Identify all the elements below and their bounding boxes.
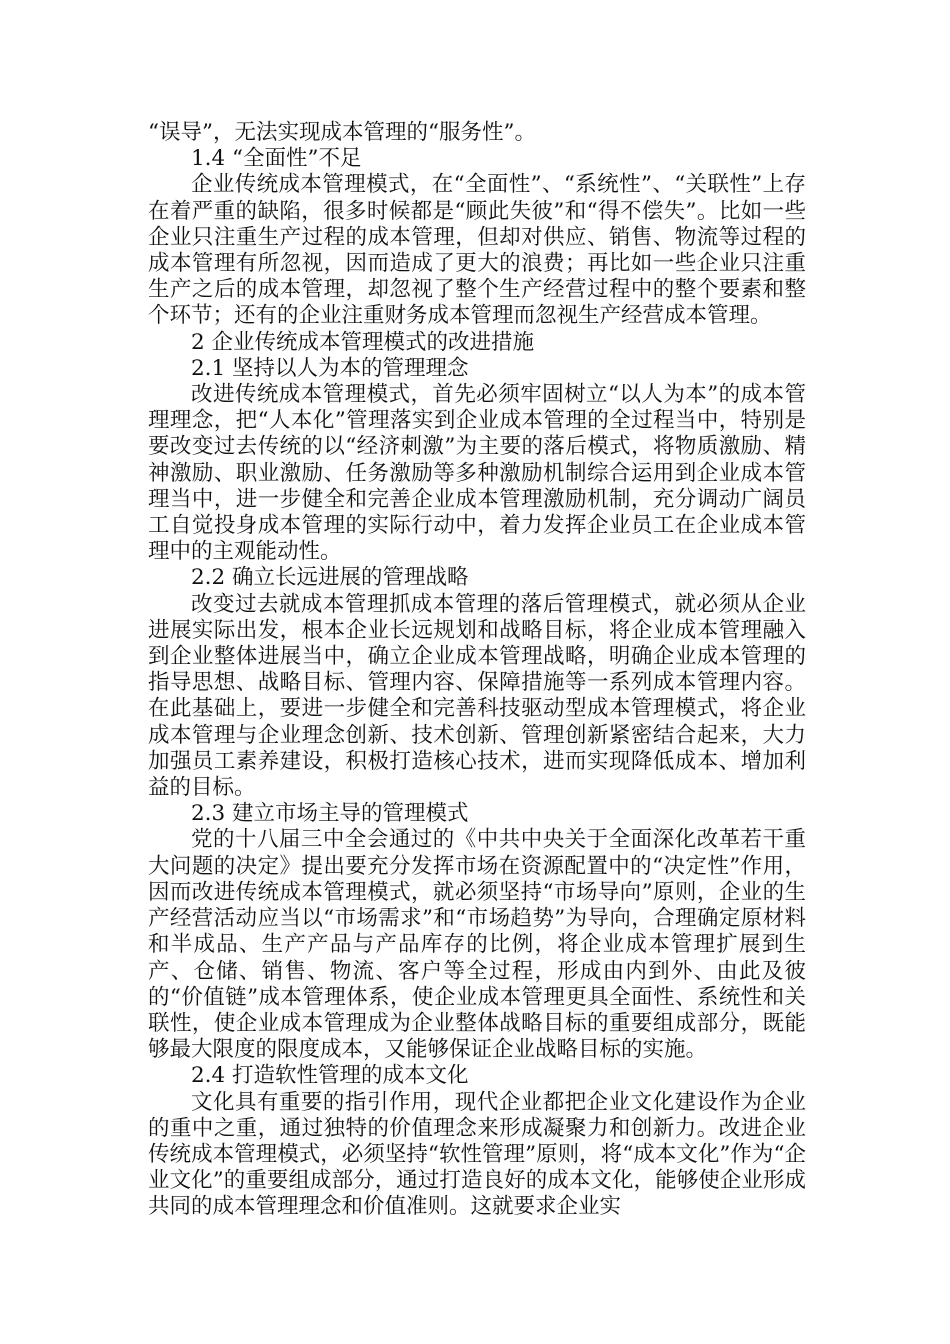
- section-heading-1-4: 1.4 “全面性”不足: [191, 146, 362, 172]
- section-heading-2-3: 2.3 建立市场主导的管理模式: [191, 801, 469, 827]
- section-heading-2-1: 2.1 坚持以人为本的管理理念: [191, 355, 469, 381]
- paragraph-comprehensiveness: 企业传统成本管理模式，在“全面性”、“系统性”、“关联性”上存在着严重的缺陷，很多时候都是“顾此失彼”和“得不偿失”。比如一些企业只注重生产过程的成本管理，但却对供应、销售、物流等过程的成本管理有所忽视，因而造成了更大的浪费；再比如一些企业只注重生产之后的成本管理，却忽视了整个生产经营过程中的整个要素和整个环节；还有的企业注重财务成本管理而忽视生产经营成本管理。: [148, 172, 806, 329]
- paragraph-continuation: “误导”，无法实现成本管理的“服务性”。: [148, 120, 536, 145]
- document-body: [148, 120, 806, 1221]
- section-heading-2-2: 2.2 确立长远进展的管理战略: [191, 565, 469, 591]
- paragraph-people-oriented: 改进传统成本管理模式，首先必须牢固树立“以人为本”的成本管理理念，把“人本化”管理落实到企业成本管理的全过程当中，特别是要改变过去传统的以“经济刺激”为主要的落后模式，将物质激励、精神激励、职业激励、任务激励等多种激励机制综合运用到企业成本管理当中，进一步健全和完善企业成本管理激励机制，充分调动广阔员工自觉投身成本管理的实际行动中，着力发挥企业员工在企业成本管理中的主观能动性。: [148, 382, 806, 565]
- paragraph-long-term-strategy: 改变过去就成本管理抓成本管理的落后管理模式，就必须从企业进展实际出发，根本企业长远规划和战略目标，将企业成本管理融入到企业整体进展当中，确立企业成本管理战略，明确企业成本管理的指导思想、战略目标、管理内容、保障措施等一系列成本管理内容。在此基础上，要进一步健全和完善科技驱动型成本管理模式，将企业成本管理与企业理念创新、技术创新、管理创新紧密结合起来，大力加强员工素养建设，积极打造核心技术，进而实现降低成本、增加利益的目标。: [148, 591, 806, 801]
- paragraph-cost-culture: 文化具有重要的指引作用，现代企业都把企业文化建设作为企业的重中之重，通过独特的价值理念来形成凝聚力和创新力。改进企业传统成本管理模式，必须坚持“软性管理”原则，将“成本文化”作为“企业文化”的重要组成部分，通过打造良好的成本文化，能够使企业形成共同的成本管理理念和价值准则。这就要求企业实: [148, 1089, 806, 1220]
- section-heading-2-4: 2.4 打造软性管理的成本文化: [191, 1063, 469, 1089]
- section-heading-2: 2 企业传统成本管理模式的改进措施: [191, 329, 535, 355]
- paragraph-market-oriented: 党的十八届三中全会通过的《中共中央关于全面深化改革若干重大问题的决定》提出要充分发挥市场在资源配置中的“决定性”作用，因而改进传统成本管理模式，就必须坚持“市场导向”原则，企业的生产经营活动应当以“市场需求”和“市场趋势”为导向，合理确定原材料和半成品、生产产品与产品库存的比例，将企业成本管理扩展到生产、仓储、销售、物流、客户等全过程，形成由内到外、由此及彼的“价值链”成本管理体系，使企业成本管理更具全面性、系统性和关联性，使企业成本管理成为企业整体战略目标的重要组成部分，既能够最大限度的限度成本，又能够保证企业战略目标的实施。: [148, 827, 806, 1063]
